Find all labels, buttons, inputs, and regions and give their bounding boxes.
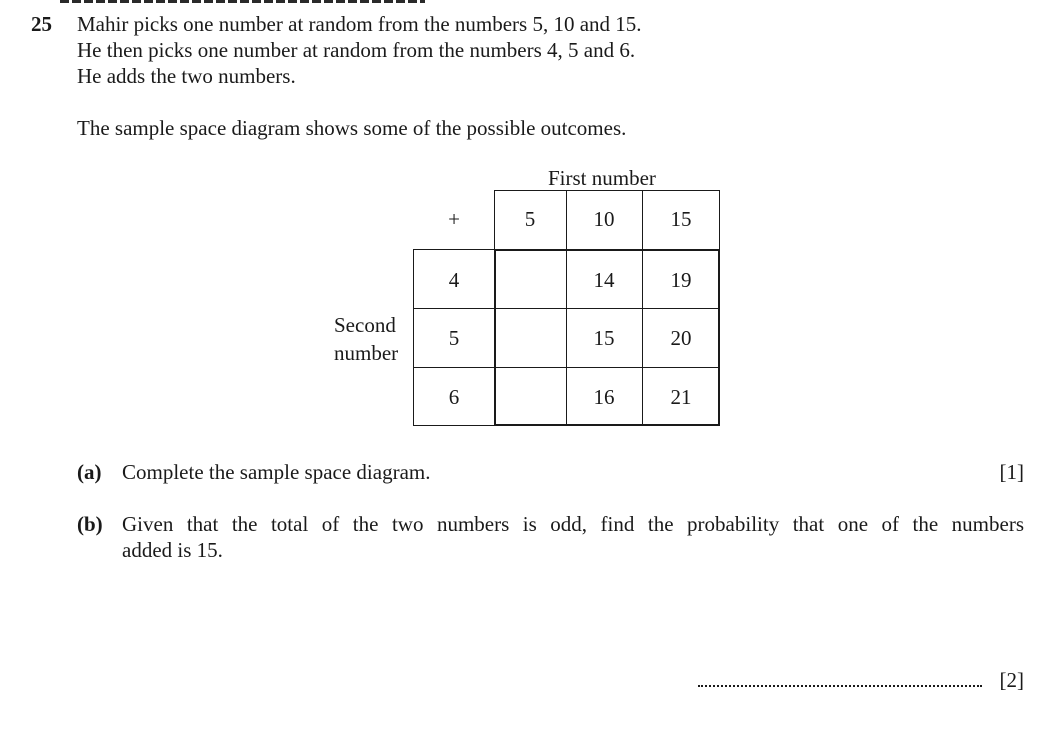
result-cell: 16 xyxy=(593,384,615,409)
part-b-label: (b) xyxy=(77,512,103,536)
part-a-label: (a) xyxy=(77,460,102,484)
empty-answer-cell[interactable] xyxy=(494,309,566,367)
row-header-cell: 4 xyxy=(448,267,460,292)
row-header-cell: 5 xyxy=(448,326,460,350)
question-line-2: He then picks one number at random from the numbers 4, 5 and 6. xyxy=(77,38,636,62)
question-intro: The sample space diagram shows some of the possible outcomes. xyxy=(77,116,627,140)
result-cell: 15 xyxy=(593,326,615,350)
part-a-marks: [1] xyxy=(999,460,1024,484)
answer-line[interactable] xyxy=(698,685,982,687)
question-line-3: He adds the two numbers. xyxy=(77,64,296,88)
empty-answer-cell[interactable] xyxy=(494,251,566,308)
column-header-cell: 5 xyxy=(524,207,536,231)
question-line-1: Mahir picks one number at random from the numbers 5, 10 and 15. xyxy=(77,12,642,36)
result-cell: 21 xyxy=(670,384,692,409)
part-b-text-line-2: added is 15. xyxy=(122,538,223,562)
part-b-text-line-1: Given that the total of the two numbers is odd, find the probability that one of the numbers xyxy=(122,512,1024,536)
result-cell: 14 xyxy=(593,267,615,292)
column-header-cell: 10 xyxy=(593,207,615,231)
empty-answer-cell[interactable] xyxy=(494,368,566,425)
row-title xyxy=(334,311,398,367)
part-b-marks: [2] xyxy=(999,668,1024,692)
question-number: 25 xyxy=(31,12,52,36)
part-a-text: Complete the sample space diagram. xyxy=(122,460,431,484)
row-title-line-2: number xyxy=(334,341,399,365)
page-top-edge xyxy=(60,0,425,3)
column-title: First number xyxy=(548,166,656,190)
column-header-cell: 15 xyxy=(670,207,692,231)
result-cell: 19 xyxy=(670,267,692,292)
result-cell: 20 xyxy=(670,326,692,350)
row-title-line-1: Second xyxy=(334,313,396,337)
row-header-cell: 6 xyxy=(448,384,460,409)
operator-symbol: + xyxy=(448,207,460,231)
